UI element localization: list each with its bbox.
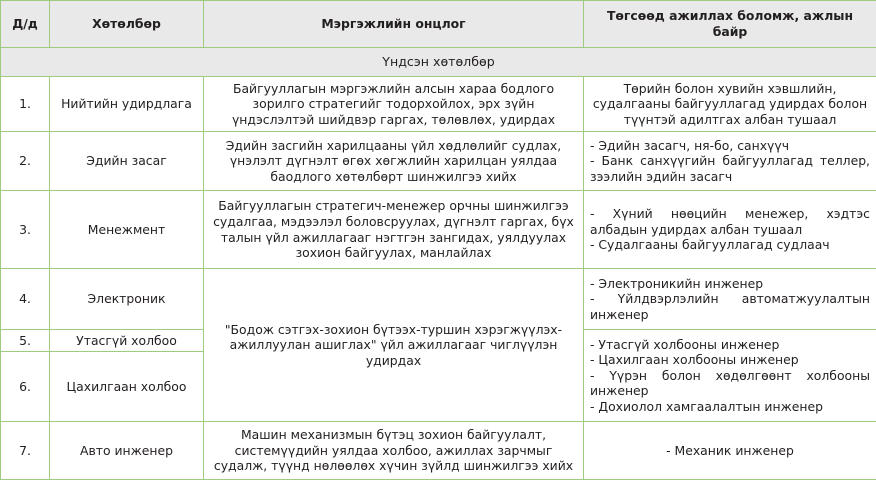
job-item: - Судалгааны байгууллагад судлаач — [590, 237, 830, 253]
job-item: - Утасгүй холбооны инженер — [590, 336, 780, 352]
job-item: - Үйлдвэрлэлийн автоматжуулалтын инженер — [590, 291, 870, 322]
row-num: 4. — [1, 269, 50, 330]
row-num: 6. — [1, 352, 50, 422]
table-row — [1, 269, 876, 330]
row-program: Утасгүй холбоо — [50, 330, 204, 352]
job-item: - Электроникийн инженер — [590, 275, 764, 291]
header-program: Хөтөлбөр — [50, 1, 204, 48]
header-row — [1, 1, 876, 48]
row-profile: Байгууллагын мэргэжлийн алсын хараа бодлого зорилго стратегийг тодорхойлох, эрх зүйн үндэслэлтэй шийдвэр гаргах, төлөвлөх, удирдах — [204, 77, 584, 132]
job-item: - Цахилгаан холбооны инженер — [590, 352, 799, 368]
table-row — [1, 422, 876, 480]
job-item: - Банк санхүүгийн байгууллагад теллер, зээлийн эдийн засагч — [590, 153, 870, 184]
row-num: 2. — [1, 132, 50, 191]
row-program: Эдийн засаг — [50, 132, 204, 191]
section-row — [1, 48, 876, 77]
row-jobs — [584, 269, 876, 330]
header-jobs: Төгсөөд ажиллах боломж, ажлын байр — [584, 1, 876, 48]
row-num: 1. — [1, 77, 50, 132]
row-jobs — [584, 132, 876, 191]
row-jobs — [584, 330, 876, 422]
row-num: 5. — [1, 330, 50, 352]
table-row — [1, 77, 876, 132]
row-program: Цахилгаан холбоо — [50, 352, 204, 422]
row-program: Электроник — [50, 269, 204, 330]
row-jobs: - Механик инженер — [584, 422, 876, 480]
row-jobs — [584, 191, 876, 269]
job-item: - Хүний нөөцийн менежер, хэдтэс албадын удирдах албан тушаал — [590, 206, 870, 237]
section-title: Үндсэн хөтөлбөр — [1, 48, 876, 77]
header-num: Д/д — [1, 1, 50, 48]
row-profile-shared: "Бодож сэтгэх-зохион бүтээх-туршин хэрэгжүүлэх-ажиллуулан ашиглах" үйл ажиллагааг чиглүүлэн удирдах — [204, 269, 584, 422]
row-jobs: Төрийн болон хувийн хэвшлийн, судалгааны байгууллагад удирдах болон түүнтэй адилтгах албан тушаал — [584, 77, 876, 132]
job-item: - Эдийн засагч, ня-бо, санхүүч — [590, 137, 790, 153]
row-program: Авто инженер — [50, 422, 204, 480]
row-num: 3. — [1, 191, 50, 269]
row-num: 7. — [1, 422, 50, 480]
job-item: - Үүрэн болон хөдөлгөөнт холбооны инженер — [590, 367, 870, 399]
row-program: Нийтийн удирдлага — [50, 77, 204, 132]
job-item: - Дохиолол хамгаалалтын инженер — [590, 398, 823, 414]
table-row — [1, 132, 876, 191]
row-profile: Машин механизмын бүтэц зохион байгуулалт, системүүдийн уялдаа холбоо, ажиллах зарчмыг судалж, түүнд нөлөөлөх хүчин зүйлд шинжилгээ хийх — [204, 422, 584, 480]
row-profile: Эдийн засгийн харилцааны үйл хөдлөлийг судлах, үнэлэлт дүгнэлт өгөх хөгжлийн харилцан уялдаа баодлого хөтөлбөрт шинжилгээ хийх — [204, 132, 584, 191]
row-program: Менежмент — [50, 191, 204, 269]
row-profile: Байгууллагын стратегич-менежер орчны шинжилгээ судалгаа, мэдээлэл боловсруулах, дүгнэлт гаргах, бүх талын үйл ажиллагааг нэгтгэн зангидах, уялдуулах зохион байгуулах, манлайлах — [204, 191, 584, 269]
table-row — [1, 191, 876, 269]
header-profile: Мэргэжлийн онцлог — [204, 1, 584, 48]
